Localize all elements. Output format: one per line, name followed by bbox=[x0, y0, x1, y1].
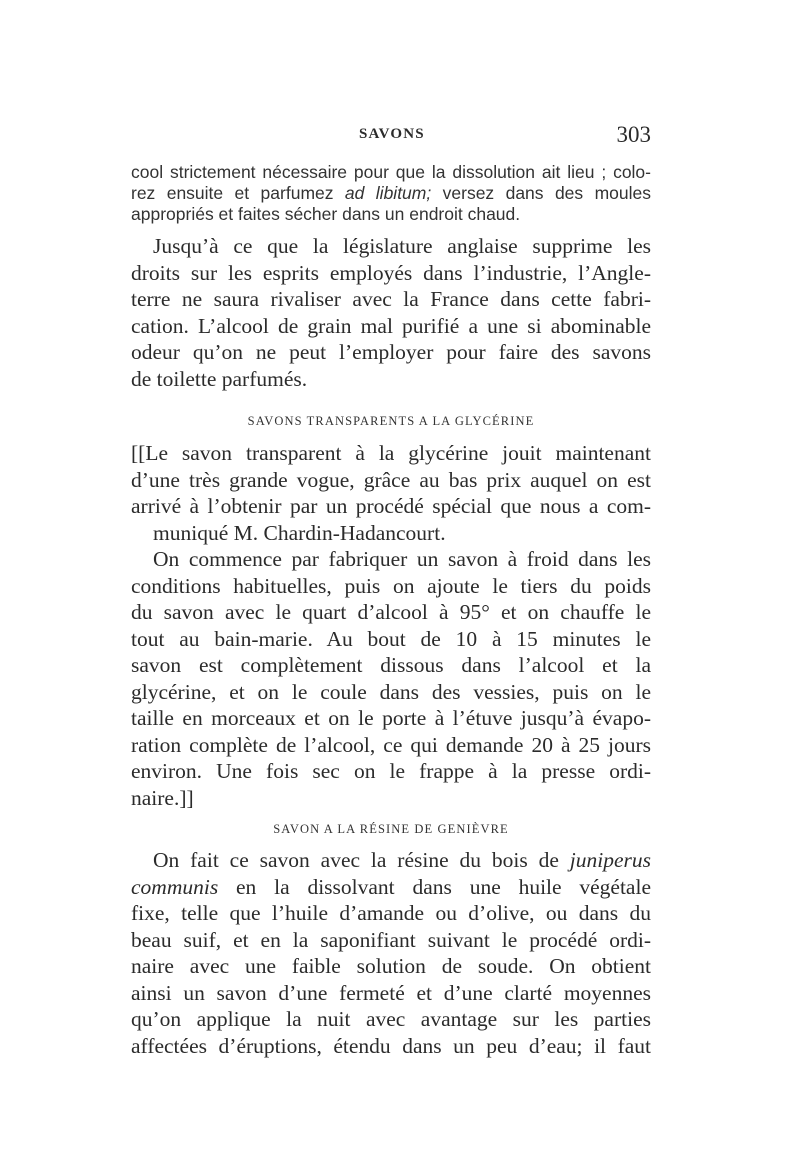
text-line: odeur qu’on ne peut l’employer pour faire des savons bbox=[131, 340, 651, 364]
text-segment: On fait ce savon avec la résine du bois de bbox=[153, 848, 559, 872]
text-line: affectées d’éruptions, étendu dans un peu d’eau; il faut bbox=[131, 1033, 651, 1058]
running-title: SAVONS bbox=[359, 126, 425, 142]
paragraph-juniper bbox=[131, 847, 651, 1059]
text-line: d’une très grande vogue, grâce au bas prix auquel on est bbox=[131, 467, 651, 492]
text-segment: versez dans des moules bbox=[442, 183, 651, 203]
text-line: de toilette parfumés. bbox=[131, 366, 308, 391]
text-line bbox=[131, 874, 651, 901]
paragraph-legislature bbox=[131, 233, 651, 392]
text-line: glycérine, et on le coule dans des vessies, puis on le bbox=[131, 679, 651, 704]
text-line: savon est complètement dissous dans l’alcool et la bbox=[131, 653, 651, 677]
text-line: conditions habituelles, puis on ajoute le tiers du poids bbox=[131, 573, 651, 598]
section-heading: SAVON A LA RÉSINE DE GENIÈVRE bbox=[273, 822, 509, 836]
section-heading: SAVONS TRANSPARENTS A LA GLYCÉRINE bbox=[247, 414, 535, 428]
text-line: cool strictement nécessaire pour que la dissolution ait lieu ; colo- bbox=[131, 162, 651, 182]
text-line: droits sur les esprits employés dans l’industrie, l’Angle- bbox=[131, 260, 651, 285]
text-segment: en la dissolvant dans une huile végétale bbox=[236, 874, 651, 899]
text-line bbox=[131, 183, 651, 204]
text-line: tout au bain-marie. Au bout de 10 à 15 minutes le bbox=[131, 626, 651, 651]
text-line: ainsi un savon d’une fermeté et d’une clarté moyennes bbox=[131, 980, 651, 1005]
italic-text: juniperus bbox=[569, 848, 651, 872]
text-line: taille en morceaux et on le porte à l’étuve jusqu’à évapo- bbox=[131, 706, 651, 730]
text-line: muniqué M. Chardin-Hadancourt. bbox=[153, 520, 446, 545]
text-line: cation. L’alcool de grain mal purifié a une si abominable bbox=[131, 313, 651, 338]
page-header bbox=[131, 122, 651, 152]
text-line: [[Le savon transparent à la glycérine jouit maintenant bbox=[131, 441, 651, 465]
text-line: naire avec une faible solution de soude. On obtient bbox=[131, 954, 651, 978]
paragraph-process bbox=[131, 546, 651, 811]
italic-text: ad libitum; bbox=[344, 183, 432, 203]
text-line: du savon avec le quart d’alcool à 95° et on chauffe le bbox=[131, 600, 651, 624]
text-line bbox=[131, 847, 651, 874]
text-line: environ. Une fois sec on le frappe à la presse ordi- bbox=[131, 759, 651, 783]
text-line: fixe, telle que l’huile d’amande ou d’olive, ou dans du bbox=[131, 901, 651, 925]
intro-paragraph bbox=[131, 162, 651, 225]
paragraph-glycerine bbox=[131, 440, 651, 546]
text-line: On commence par fabriquer un savon à froid dans les bbox=[153, 547, 651, 571]
text-line: terre ne saura rivaliser avec la France dans cette fabri- bbox=[131, 287, 651, 311]
text-line: beau suif, et en la saponifiant suivant le procédé ordi- bbox=[131, 927, 651, 952]
text-line: appropriés et faites sécher dans un endroit chaud. bbox=[131, 204, 521, 224]
text-line: naire.]] bbox=[131, 785, 194, 810]
text-line: qu’on applique la nuit avec avantage sur les parties bbox=[131, 1007, 651, 1031]
italic-text: communis bbox=[131, 874, 219, 899]
page-number: 303 bbox=[616, 122, 651, 147]
text-line: Jusqu’à ce que la législature anglaise supprime les bbox=[153, 234, 651, 258]
text-segment: rez ensuite et parfumez bbox=[131, 183, 334, 203]
text-line: ration complète de l’alcool, ce qui demande 20 à 25 jours bbox=[131, 732, 651, 757]
text-line: arrivé à l’obtenir par un procédé spécial que nous a com- bbox=[131, 494, 651, 518]
